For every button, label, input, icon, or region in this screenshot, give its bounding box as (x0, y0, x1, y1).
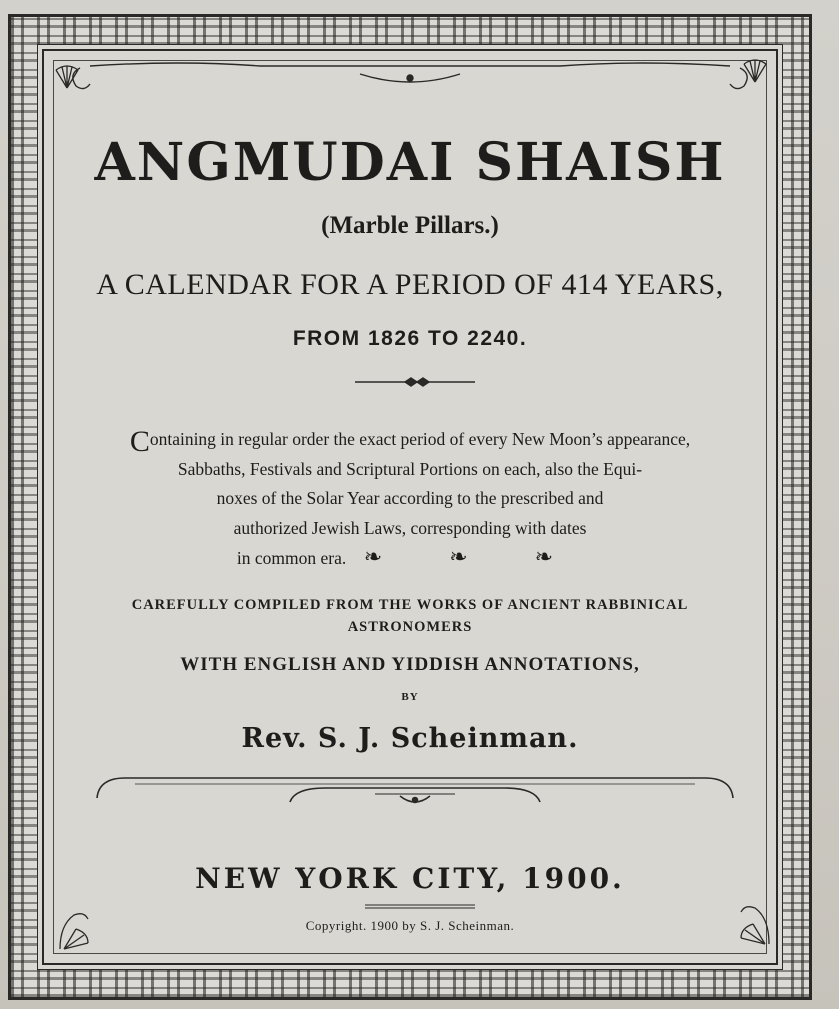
publication-place: NEW YORK CITY, 1900. (195, 862, 625, 895)
drop-cap: C (129, 425, 150, 458)
description-line: noxes of the Solar Year according to the prescribed and (216, 488, 604, 508)
compiled-line-2: ASTRONOMERS (347, 619, 473, 635)
annotations-line: WITH ENGLISH AND YIDDISH ANNOTATIONS, (180, 654, 640, 675)
by-label: BY (401, 691, 419, 703)
bottom-right-fan-ornament (715, 900, 775, 950)
date-range: FROM 1826 TO 2240. (292, 327, 528, 350)
top-right-fan-ornament (740, 56, 770, 86)
top-scroll-ornament (60, 58, 760, 108)
top-left-fan-ornament (52, 62, 82, 92)
calendar-line: A CALENDAR FOR A PERIOD OF 414 YEARS, (96, 268, 724, 301)
compiled-line-1: CAREFULLY COMPILED FROM THE WORKS OF ANCIENT RABBINICAL (131, 597, 689, 613)
copyright-rule (365, 904, 475, 910)
description-line: in common era. ❧ ❧ ❧ (236, 545, 584, 570)
compiled-statement (60, 594, 760, 638)
book-subtitle: (Marble Pillars.) (321, 212, 499, 239)
book-title: ANGMUDAI SHAISH (94, 132, 726, 193)
description-line: Containing in regular order the exact period of every New Moon’s appearance, (129, 425, 691, 458)
divider-ornament (355, 375, 475, 389)
description-paragraph (60, 425, 760, 574)
description-line: Sabbaths, Festivals and Scriptural Portions on each, also the Equi- (177, 458, 643, 479)
lower-scroll-ornament (95, 772, 735, 822)
description-line: authorized Jewish Laws, corresponding with dates (233, 517, 587, 538)
fleuron-icons: ❧ ❧ ❧ (363, 545, 584, 570)
copyright-notice: Copyright. 1900 by S. J. Scheinman. (305, 918, 515, 933)
author-name: Rev. S. J. Scheinman. (241, 723, 579, 754)
bottom-left-fan-ornament (54, 905, 104, 955)
